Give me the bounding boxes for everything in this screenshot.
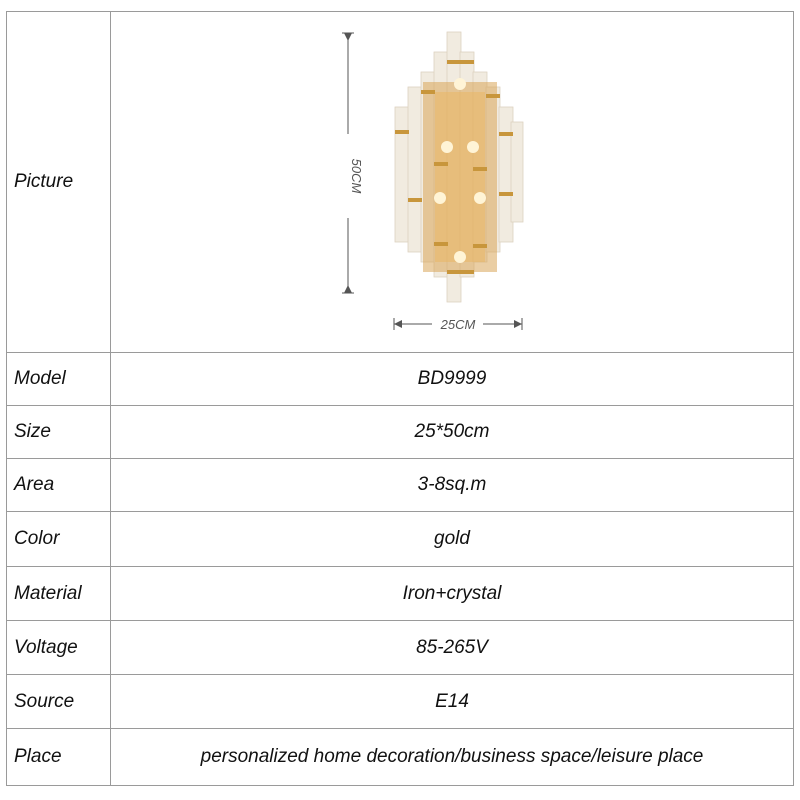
table-row-material: [7, 567, 793, 621]
width-label: 25CM: [440, 317, 476, 332]
row-label: Model: [7, 353, 111, 405]
table-row-color: [7, 512, 793, 567]
table-row-area: [7, 459, 793, 512]
row-label: Picture: [7, 12, 111, 352]
row-label: Source: [7, 675, 111, 728]
table-row-source: [7, 675, 793, 729]
table-row-model: [7, 353, 793, 406]
height-label: 50CM: [349, 158, 364, 194]
table-row-picture: [7, 12, 793, 353]
picture-cell: [111, 12, 793, 352]
row-value: 25*50cm: [414, 421, 490, 442]
lamp-body: [395, 32, 523, 302]
row-label: Material: [7, 567, 111, 620]
row-label: Voltage: [7, 621, 111, 674]
row-label: Color: [7, 512, 111, 566]
row-value: 85-265V: [416, 636, 488, 658]
row-value: BD9999: [417, 368, 487, 389]
row-label: Place: [7, 729, 111, 785]
row-value: gold: [434, 528, 470, 549]
table-row-place: [7, 729, 793, 785]
table-row-size: [7, 406, 793, 459]
row-label: Area: [7, 459, 111, 511]
row-value: personalized home decoration/business space/leisure place: [200, 746, 704, 767]
row-value: 3-8sq.m: [417, 474, 487, 495]
row-label: Size: [7, 406, 111, 458]
wall-lamp-image: [111, 12, 794, 352]
table-row-voltage: [7, 621, 793, 675]
row-value: E14: [435, 690, 469, 712]
spec-table: [6, 11, 794, 786]
row-value: Iron+crystal: [402, 582, 502, 604]
